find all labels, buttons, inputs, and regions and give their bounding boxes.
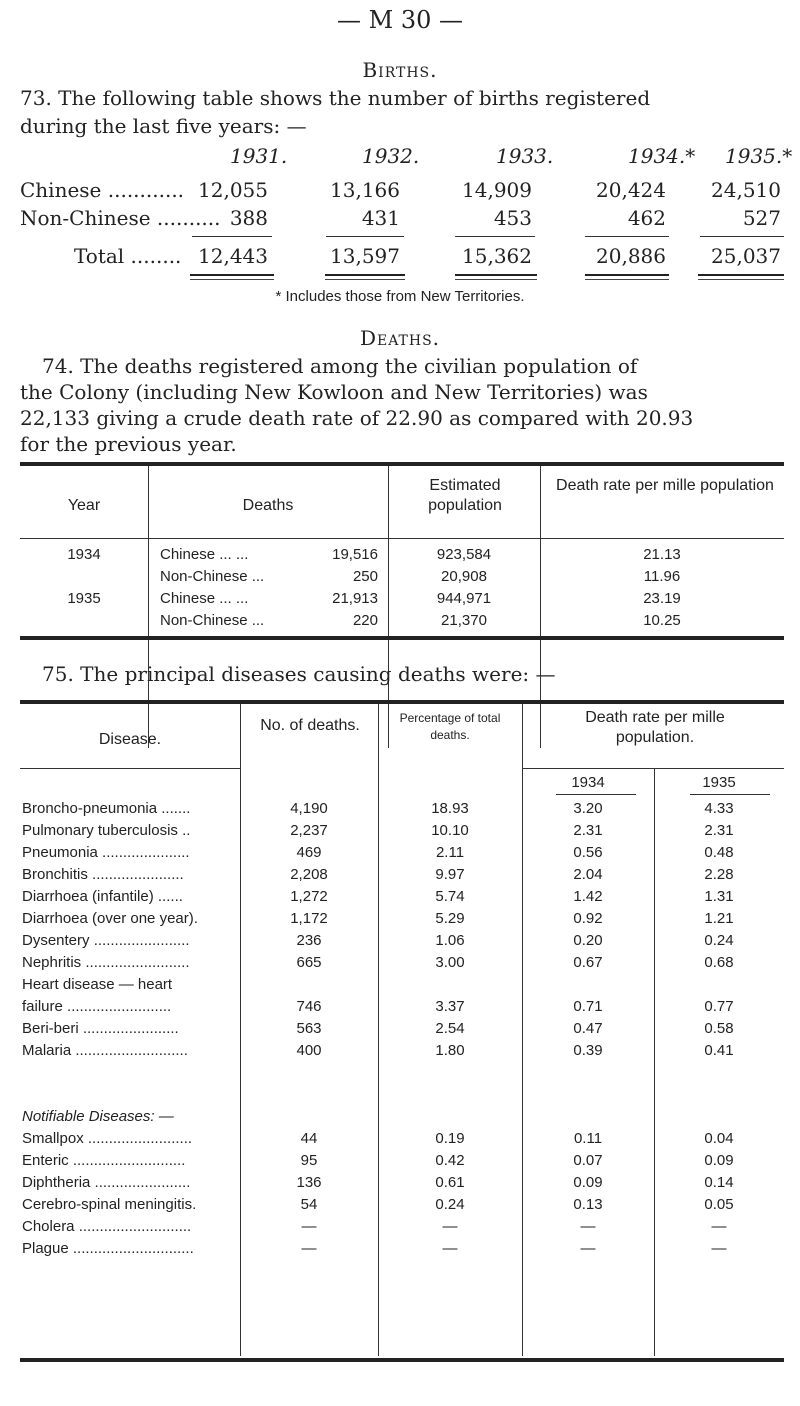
- births-sum-rule-1: [192, 236, 272, 237]
- disease-pct: 5.29: [435, 910, 465, 927]
- disease-deaths: 4,190: [290, 800, 328, 817]
- disease-deaths: 563: [296, 1020, 322, 1037]
- deaths-header-year: Year: [67, 497, 101, 514]
- births-chinese-1932: 13,166: [330, 178, 400, 202]
- disease-rate-1935: —: [711, 1240, 727, 1257]
- disease-name: Pulmonary tuberculosis ..: [22, 822, 191, 839]
- disease-pct: —: [442, 1240, 458, 1257]
- diseases-header-year-1934: 1934: [571, 774, 605, 791]
- diseases-para: 75. The principal diseases causing deaths were: —: [42, 662, 556, 686]
- births-nonchinese-1931: 388: [229, 206, 268, 230]
- births-total-1932: 13,597: [330, 244, 400, 268]
- disease-rate-1934: 0.13: [573, 1196, 603, 1213]
- disease-rate-1935: —: [711, 1218, 727, 1235]
- disease-deaths: 665: [296, 954, 322, 971]
- disease-rate-1934: 0.67: [573, 954, 603, 971]
- births-nonchinese-1934: 462: [627, 206, 666, 230]
- disease-pct: 1.80: [435, 1042, 465, 1059]
- disease-pct: 18.93: [431, 800, 469, 817]
- disease-name: Diarrhoea (over one year).: [22, 910, 198, 927]
- diseases-year-underline-1935: [690, 794, 770, 795]
- disease-deaths: 2,237: [290, 822, 328, 839]
- disease-deaths: 44: [300, 1130, 318, 1147]
- deaths-table-vline-3: [540, 466, 541, 748]
- disease-rate-1935: 1.31: [704, 888, 734, 905]
- diseases-header-rule-right: [522, 768, 784, 769]
- births-total-label: Total ........: [74, 244, 182, 268]
- disease-deaths: 469: [296, 844, 322, 861]
- disease-rate-1934: 0.39: [573, 1042, 603, 1059]
- disease-rate-1935: 2.28: [704, 866, 734, 883]
- births-year-1933: 1933.: [496, 144, 554, 168]
- disease-pct: 2.54: [435, 1020, 465, 1037]
- disease-rate-1935: 0.68: [704, 954, 734, 971]
- deaths-row1-deaths: 19,516: [332, 546, 378, 563]
- disease-pct: 0.19: [435, 1130, 465, 1147]
- disease-deaths: 400: [296, 1042, 322, 1059]
- births-sum-rule-5: [700, 236, 784, 237]
- disease-pct: 5.74: [435, 888, 465, 905]
- births-para-line2: during the last five years: —: [20, 114, 307, 138]
- deaths-row4-population: 21,370: [441, 612, 487, 629]
- disease-name: Cerebro-spinal meningitis.: [22, 1196, 197, 1213]
- births-total-1935: 25,037: [711, 244, 781, 268]
- disease-heart-rate-1934: 0.71: [573, 998, 603, 1015]
- disease-deaths: 1,172: [290, 910, 328, 927]
- births-chinese-1931: 12,055: [198, 178, 268, 202]
- births-year-1934: 1934.*: [628, 144, 696, 168]
- disease-deaths: 1,272: [290, 888, 328, 905]
- disease-name: Broncho-pneumonia .......: [22, 800, 191, 817]
- disease-rate-1934: —: [580, 1240, 596, 1257]
- page-number-header: — M 30 —: [337, 6, 463, 34]
- deaths-row2-rate: 11.96: [643, 568, 681, 585]
- births-nonchinese-1932: 431: [361, 206, 400, 230]
- disease-rate-1934: 1.42: [573, 888, 603, 905]
- births-para-line1: 73. The following table shows the number of births registered: [20, 86, 651, 110]
- deaths-row1-rate: 21.13: [643, 546, 681, 563]
- disease-name: Diarrhoea (infantile) ......: [22, 888, 183, 905]
- disease-name: Cholera ...........................: [22, 1218, 192, 1235]
- disease-name: Diphtheria .......................: [22, 1174, 191, 1191]
- deaths-para-line4: for the previous year.: [20, 432, 237, 456]
- disease-rate-1935: 2.31: [704, 822, 734, 839]
- disease-deaths: —: [301, 1240, 317, 1257]
- deaths-header-deaths: Deaths: [242, 497, 294, 514]
- deaths-table-top-rule: [20, 462, 784, 466]
- disease-rate-1935: 4.33: [704, 800, 734, 817]
- diseases-header-disease: Disease.: [98, 731, 162, 748]
- disease-rate-1934: —: [580, 1218, 596, 1235]
- disease-rate-1934: 0.07: [573, 1152, 603, 1169]
- disease-heart-rate-1935: 0.77: [704, 998, 734, 1015]
- disease-rate-1934: 0.20: [573, 932, 603, 949]
- births-total-double-rule-1: [190, 274, 274, 280]
- deaths-row3-deaths: 21,913: [332, 590, 378, 607]
- disease-name: Malaria ...........................: [22, 1042, 188, 1059]
- disease-deaths: —: [301, 1218, 317, 1235]
- disease-name: Smallpox .........................: [22, 1130, 193, 1147]
- deaths-row3-rate: 23.19: [643, 590, 681, 607]
- disease-rate-1935: 1.21: [704, 910, 734, 927]
- disease-rate-1934: 3.20: [573, 800, 603, 817]
- deaths-para-line2: the Colony (including New Kowloon and New Territories) was: [20, 380, 648, 404]
- deaths-row3-group: Chinese ... ...: [160, 590, 249, 607]
- births-nonchinese-1933: 453: [493, 206, 532, 230]
- births-heading: Births.: [362, 58, 438, 82]
- disease-deaths: 2,208: [290, 866, 328, 883]
- disease-pct: 1.06: [435, 932, 465, 949]
- disease-name: Bronchitis ......................: [22, 866, 184, 883]
- deaths-table-bottom-rule: [20, 636, 784, 640]
- disease-heart-pct: 3.37: [435, 998, 465, 1015]
- deaths-header-rule: [20, 538, 784, 539]
- disease-pct: —: [442, 1218, 458, 1235]
- disease-pct: 3.00: [435, 954, 465, 971]
- disease-rate-1934: 0.56: [573, 844, 603, 861]
- deaths-row3-population: 944,971: [436, 590, 492, 607]
- disease-deaths: 54: [300, 1196, 318, 1213]
- diseases-year-underline-1934: [556, 794, 636, 795]
- births-chinese-1935: 24,510: [711, 178, 781, 202]
- disease-rate-1934: 0.92: [573, 910, 603, 927]
- deaths-row1-population: 923,584: [436, 546, 492, 563]
- disease-rate-1934: 0.11: [573, 1130, 603, 1147]
- deaths-row4-deaths: 220: [352, 612, 378, 629]
- disease-pct: 9.97: [435, 866, 465, 883]
- disease-rate-1935: 0.14: [704, 1174, 734, 1191]
- disease-heart-label-line1: Heart disease — heart: [22, 976, 173, 993]
- disease-rate-1935: 0.04: [704, 1130, 734, 1147]
- births-total-1933: 15,362: [462, 244, 532, 268]
- disease-name: Beri-beri .......................: [22, 1020, 179, 1037]
- disease-rate-1935: 0.24: [704, 932, 734, 949]
- disease-heart-deaths: 746: [296, 998, 322, 1015]
- disease-rate-1934: 0.47: [573, 1020, 603, 1037]
- disease-rate-1934: 0.09: [573, 1174, 603, 1191]
- births-year-1931: 1931.: [230, 144, 288, 168]
- diseases-header-year-1935: 1935: [702, 774, 736, 791]
- disease-pct: 0.24: [435, 1196, 465, 1213]
- deaths-row2-group: Non-Chinese ...: [160, 568, 265, 585]
- diseases-table-bottom-rule: [20, 1358, 784, 1362]
- deaths-table-vline-2: [388, 466, 389, 748]
- deaths-heading: Deaths.: [359, 326, 441, 350]
- births-nonchinese-label: Non-Chinese ..........: [20, 206, 221, 230]
- disease-rate-1934: 2.04: [573, 866, 603, 883]
- diseases-header-rule-left: [20, 768, 240, 769]
- deaths-row2-population: 20,908: [441, 568, 487, 585]
- births-sum-rule-3: [455, 236, 535, 237]
- disease-rate-1935: 0.05: [704, 1196, 734, 1213]
- diseases-header-deaths: No. of deaths.: [260, 717, 360, 734]
- births-sum-rule-4: [585, 236, 669, 237]
- disease-heart-label-line2: failure .........................: [22, 998, 172, 1015]
- deaths-row4-rate: 10.25: [643, 612, 681, 629]
- disease-pct: 0.61: [435, 1174, 465, 1191]
- disease-deaths: 236: [296, 932, 322, 949]
- deaths-header-rate: Death rate per mille population: [556, 477, 774, 494]
- disease-deaths: 136: [296, 1174, 322, 1191]
- births-total-double-rule-2: [325, 274, 405, 280]
- deaths-header-population: Estimated population: [428, 477, 502, 514]
- births-sum-rule-2: [326, 236, 404, 237]
- disease-pct: 2.11: [435, 844, 465, 861]
- disease-name: Nephritis .........................: [22, 954, 190, 971]
- disease-pct: 10.10: [431, 822, 469, 839]
- disease-name: Pneumonia .....................: [22, 844, 190, 861]
- deaths-row1-year: 1934: [67, 546, 101, 563]
- births-total-1934: 20,886: [596, 244, 666, 268]
- disease-rate-1934: 2.31: [573, 822, 603, 839]
- births-total-1931: 12,443: [198, 244, 268, 268]
- deaths-para-line1: 74. The deaths registered among the civilian population of: [42, 354, 638, 378]
- disease-deaths: 95: [300, 1152, 318, 1169]
- disease-name: Dysentery .......................: [22, 932, 190, 949]
- births-chinese-1933: 14,909: [462, 178, 532, 202]
- births-total-double-rule-5: [698, 274, 784, 280]
- births-nonchinese-1935: 527: [742, 206, 781, 230]
- births-footnote: * Includes those from New Territories.: [275, 288, 525, 305]
- disease-pct: 0.42: [435, 1152, 465, 1169]
- births-year-1932: 1932.: [362, 144, 420, 168]
- diseases-table-top-rule: [20, 700, 784, 704]
- disease-name: Enteric ...........................: [22, 1152, 186, 1169]
- births-total-double-rule-3: [455, 274, 537, 280]
- deaths-row2-deaths: 250: [352, 568, 378, 585]
- disease-rate-1935: 0.48: [704, 844, 734, 861]
- disease-rate-1935: 0.58: [704, 1020, 734, 1037]
- notifiable-diseases-heading: Notifiable Diseases: —: [22, 1108, 174, 1125]
- deaths-row4-group: Non-Chinese ...: [160, 612, 265, 629]
- diseases-header-percentage: Percentage of total deaths.: [399, 711, 501, 742]
- diseases-header-rate: Death rate per mille population.: [585, 709, 725, 746]
- births-total-double-rule-4: [585, 274, 669, 280]
- disease-rate-1935: 0.09: [704, 1152, 734, 1169]
- disease-rate-1935: 0.41: [704, 1042, 734, 1059]
- deaths-row3-year: 1935: [67, 590, 101, 607]
- births-chinese-label: Chinese ............: [20, 178, 185, 202]
- disease-name: Plague .............................: [22, 1240, 194, 1257]
- births-year-1935: 1935.*: [725, 144, 793, 168]
- deaths-para-line3: 22,133 giving a crude death rate of 22.90 as compared with 20.93: [20, 406, 694, 430]
- births-chinese-1934: 20,424: [596, 178, 666, 202]
- deaths-row1-group: Chinese ... ...: [160, 546, 249, 563]
